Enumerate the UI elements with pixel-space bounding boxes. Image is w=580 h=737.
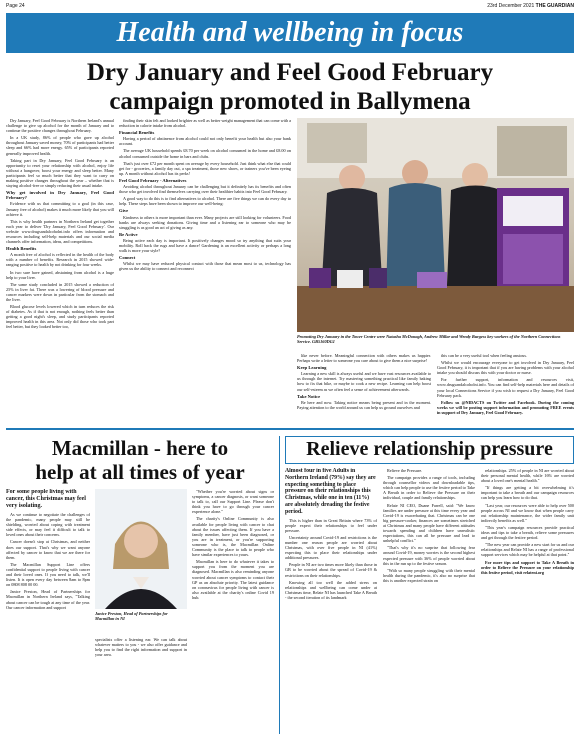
page-number: Page 24 <box>6 3 25 9</box>
paragraph: Being active each day is important. It positively changes mood so try anything that suits your mobility. Roll back the rugs and have a dance! Gardening is an excellent activity or perhaps a long walk is more your style? <box>119 237 291 254</box>
issue-date <box>487 3 574 9</box>
section-divider <box>6 428 574 430</box>
main-article-col2 <box>119 118 291 420</box>
subheading: Be Active <box>119 231 138 237</box>
paragraph: The campaign provides a range of tools, including through counsellor videos and downloadable tips, which can help people to use the festive period to Take A Breath in order to Relieve the Pressure on their individual, couple and family relationships. <box>383 475 475 501</box>
paragraph: Dry January, Feel Good February is Northern Ireland's annual challenge to give up alcohol for the month of January and to continue the positive changes throughout February. <box>6 118 114 134</box>
paragraph: Janice Preston, Head of Partnerships for Macmillan in Northern Ireland says, "Talking about cancer can be tough at any time of the year. Our cancer information and support <box>6 589 90 610</box>
paragraph: Relate NI CEO, Duane Farrell, said: "We know families are under pressure at this time every year and Covid-19 is exacerbating that. Christmas can be one big pressure-cooker, finances are sometimes stretched at Christmas and many people have different attitudes towards spending and children have unrealistic expectations, this can all be pressure and lead to unhelpful conflict." <box>383 502 475 544</box>
paragraph: For further support, information and resources visit, www.drugsandalcoholni.info. You can find self-help materials here and details of your local Connections Service if you wish to request a Dry January, Feel Good February pack. <box>437 377 574 398</box>
relief-col3 <box>481 468 574 734</box>
date-text: 23rd December 2021 <box>487 3 535 9</box>
paragraph: "That's why it's no surprise that following fear around Covid-19, money worries is the second highest expected pressure with 36% of people worried about this in the run up to the festive season. <box>383 545 475 566</box>
paragraph: "With so many people struggling with their mental health during the pandemic, it's also no surprise that this is another expected strain on <box>383 567 475 583</box>
paragraph: this can be a very useful tool when feeling anxious. <box>441 353 528 358</box>
paragraph: specialists offer a listening ear. We can talk about whatever matters to you - we also offer guidance and help you to find the right information and support in your area. <box>95 637 187 658</box>
paragraph: Uncertainty around Covid-19 and restrictions is the number one reason people are worried about Christmas, with over five people in NI (41%) expecting this to place their relationships under additional pressures. <box>285 534 377 561</box>
subheading: Feel Good February - Alternatives <box>119 177 187 183</box>
paragraph: like never before. Meaningful connection with others makes us happier. Perhaps write a letter to someone you care about to give them a nice surprise! <box>297 353 431 364</box>
paragraph: "Last year, our resources were able to help over 500 people across NI and we know that when people carry out relationship maintenance, the wider family unit indirectly benefits as well." <box>481 502 574 523</box>
paragraph: "This year's campaign resources provide practical ideas and tips to take a breath, relieve some pressures and get through the festive period. <box>481 524 574 541</box>
subheading: Keep Learning <box>297 365 327 371</box>
paragraph: Evidence with us that committing to a goal (in this case, January free of alcohol) makes it much more likely that you will achieve it. <box>6 201 114 217</box>
portrait-illustration <box>95 489 187 609</box>
paragraph: A good way to do this is to find alternatives to alcohol. There are five things we can do every day to help. These steps have been shown to improve our well-being: <box>119 196 291 207</box>
janice-preston-photo <box>95 489 187 609</box>
macmillan-lead: For some people living with cancer, this Christmas may feel very isolating. <box>6 489 86 509</box>
paragraph: "If things are getting a bit overwhelming it's important to take a breath and our campaign resources can help you learn how to do that. <box>481 485 574 501</box>
main-headline-line1: Dry January and Feel Good February <box>86 59 494 86</box>
relief-col2 <box>383 468 475 734</box>
subheading: Why get involved in Dry January, Feel Good February? <box>6 190 114 201</box>
paragraph: "Whether you're worried about signs or symptoms, a cancer diagnosis, or want someone to talk to, call our Support Line. Please don't think you have to go through your cancer experience alone." <box>192 489 274 515</box>
macmillan-col3 <box>192 489 274 734</box>
subheading: Health Benefits <box>6 246 37 252</box>
section-banner: Health and wellbeing in focus <box>6 13 574 53</box>
macmillan-headline-line1: Macmillan - here to <box>51 436 229 460</box>
main-photo-caption: Promoting Dry January in the Tower Centre were Natasha McDonagh, Andrew Millar and Wendy Burgess key workers of the Northern Connections Service. GB5160DG1 <box>297 334 561 344</box>
social-media-note: Follow us @NIDACTS on Twitter and Facebook. During the coming weeks we will be posting support information and promoting FREE events in support of Dry January, Feel Good February. <box>437 399 574 415</box>
paragraph: finding their skin felt and looked brighter as well as better weight management that can come with a reduction in calorie intake from alcohol. <box>119 118 291 129</box>
paragraph: A month free of alcohol is reflected in the health of the body with a number of benefits. Research in 2015 showed wide-ranging positive to health by not drinking for four weeks. <box>6 252 114 268</box>
paragraph: Whilst we may have reduced physical contact with those that mean most to us, technology has given us the ability to connect and reconnect <box>119 261 291 272</box>
paragraph: Avoiding alcohol throughout January can be challenging but it definitely has its benefits and often those who get involved find themselves carrying over their healthier habits into Feel Good February. <box>119 184 291 195</box>
paragraph: Having a period of abstinence from alcohol could not only benefit your health but also your bank account. <box>119 136 291 147</box>
macmillan-headline <box>6 436 274 484</box>
subheading: Take Notice <box>297 393 321 399</box>
paragraph: Cancer doesn't stop at Christmas, and neither does our support. That's why we want anyone affected by cancer to know that we are there for them. <box>6 539 90 560</box>
paragraph: Learning a new skill is always useful and we have vast resources available to us through the internet. Try mastering something practical like family baking how to fix that bike, or maybe to cook a new recipe. Learning can help boost our self-esteem as we often feel a sense of achievement afterwards. <box>297 371 431 392</box>
main-article-col3 <box>297 353 431 423</box>
key-workers-photo <box>297 118 574 332</box>
paragraph: Kindness to others is more important than ever. Many projects are still looking for volunteers. Food banks are always seeking donations. Giving time and a listening ear to someone who may be struggling is as good an act of giving as any. <box>119 214 291 230</box>
paragraph: As we continue to negotiate the challenges of the pandemic, many people may still be shielding, worried about coping with treatment side effects, or may feel it difficult to talk to loved ones about their concerns. <box>6 512 90 538</box>
paragraph: That's just over £72 per month spent on average by every household. Just think what else that could get for - groceries, a family day out, a spa treatment, those new shoes, or trainers you've been eyeing up. A month without alcohol has its perks! <box>119 160 291 176</box>
paragraph: Relieve the Pressure. <box>387 468 423 473</box>
relief-col1 <box>285 468 377 734</box>
relief-call-to-action: For more tips and support to Take A Breath in order to Relieve the Pressure on your relationship this festive period, visit relateni.org <box>481 559 574 575</box>
paragraph: The charity's Online Community is also available for people living with cancer to chat about the issues affecting them. If you have a family member, have just been diagnosed, or you are in treatment, or you're supporting someone who is, the Macmillan Online Community is the place to talk to people who have similar experiences to yours. <box>192 516 274 558</box>
paragraph: Be here and now. Taking notice means being present and in the moment. Paying attention to the world around us can help us ground ourselves and <box>297 399 431 410</box>
relief-headline: Relieve relationship pressure <box>306 438 553 460</box>
paragraph: "The new year can provide a new start for us and our relationships and Relate NI has a range of professional support services which may be helpful at that point." <box>481 542 574 558</box>
paragraph: Blood glucose levels lowered which in turn reduces the risk of diabetes. As if that is not enough, nothing feels better than getting a good night's sleep, and study participants reported improved health in this area. Not only did those who took part feel better, but they looked better too, <box>6 304 114 330</box>
paragraph: In a UK study, 86% of people who gave up alcohol throughout January saved money, 70% of participants had better sleep and 66% had more energy. 65% of participants reported generally improved health. <box>6 135 114 156</box>
macmillan-col2 <box>95 637 187 735</box>
photo-illustration <box>297 118 574 332</box>
subheading: Connect <box>119 255 136 261</box>
relief-lead: Almost four in five Adults in Northern Ireland (79%) say they are expecting something to place pressure on their relationships this Christmas, while one in ten (11%) are absolutely dreading the festive period. <box>285 468 376 515</box>
relief-headline-box <box>285 436 574 464</box>
main-headline-line2: campaign promoted in Ballymena <box>109 88 471 115</box>
main-article-col4 <box>437 353 574 423</box>
column-divider <box>279 436 280 734</box>
paragraph: relationships. 25% of people in NI are worried about their personal mental health, while 16% are worried about a loved one's mental health." <box>481 468 574 484</box>
subheading: Financial Benefits <box>119 130 155 136</box>
paragraph: The average UK household spends £8.70 per week on alcohol consumed in the home and £8.00 on alcohol consumed outside the home in bars and clubs. <box>119 148 291 159</box>
paragraph: Macmillan is here to do whatever it takes to support you from the moment you are diagnosed. Macmillan is also reminding anyone worried about cancer symptoms to contact their GP as an absolute priority. The latest guidance on coronavirus for people living with cancer is also available at the charity's online Covid 19 hub. <box>192 559 274 600</box>
paragraph: In two sure have gained, abstaining from alcohol is a huge help to your liver. <box>6 269 114 280</box>
paragraph: The same study concluded in 2015 showed a reduction of 25% in liver fat. There was a lowering of blood pressure and cancer markers were down in particular from the stomach and the liver. <box>6 281 114 302</box>
paragraph: People in NI are two times more likely than those in GB to be worried about the spread of Covid-19 & restrictions on their relationships. <box>285 562 377 578</box>
paragraph: The Macmillan Support Line offers confidential support to people living with cancer and their loved ones. If you need to talk, we'll listen. It is open every day between 8am to 8pm on 0808 808 00 00. <box>6 561 90 588</box>
subheading: Give <box>119 208 129 214</box>
paragraph: Knowing all too well the added stress on relationships and wellbeing can come under at Christmas time, Relate NI has launched Take A Breath - the second iteration of its landmark <box>285 579 377 600</box>
paragraph: Whilst we would encourage everyone to get involved in Dry January, Feel Good February, it is important that if you are having problems with your alcohol intake you should discuss this with your doctor or nurse. <box>437 360 574 376</box>
macmillan-col1 <box>6 489 90 734</box>
main-article-col1 <box>6 118 114 420</box>
paragraph: This is why health partners in Northern Ireland get together each year to deliver 'Dry January, Feel Good February'. Our website www.drugsandalcoholni.info offers information and resources including self-help materials and our social media channels offer information, ideas, and competitions. <box>6 218 114 245</box>
main-headline <box>6 58 574 116</box>
paragraph: This is higher than in Great Britain where 73% of people expect their relationships to feel under pressure. <box>285 517 377 533</box>
publication-name: THE GUARDIAN <box>535 3 574 9</box>
macmillan-headline-line2: help at all times of year <box>35 460 245 484</box>
macmillan-photo-caption: Janice Preston, Head of Partnerships for Macmillan in NI <box>95 611 168 621</box>
paragraph: Taking part in Dry January, Feel Good February is an opportunity to reset your relationship with alcohol, enjoy life without a hangover, boost your energy and sleep better. Many participants feel so much better that they want to carry on making positive changes throughout the year – whether that is staying alcohol-free or simply reducing their usual intake. <box>6 157 114 189</box>
